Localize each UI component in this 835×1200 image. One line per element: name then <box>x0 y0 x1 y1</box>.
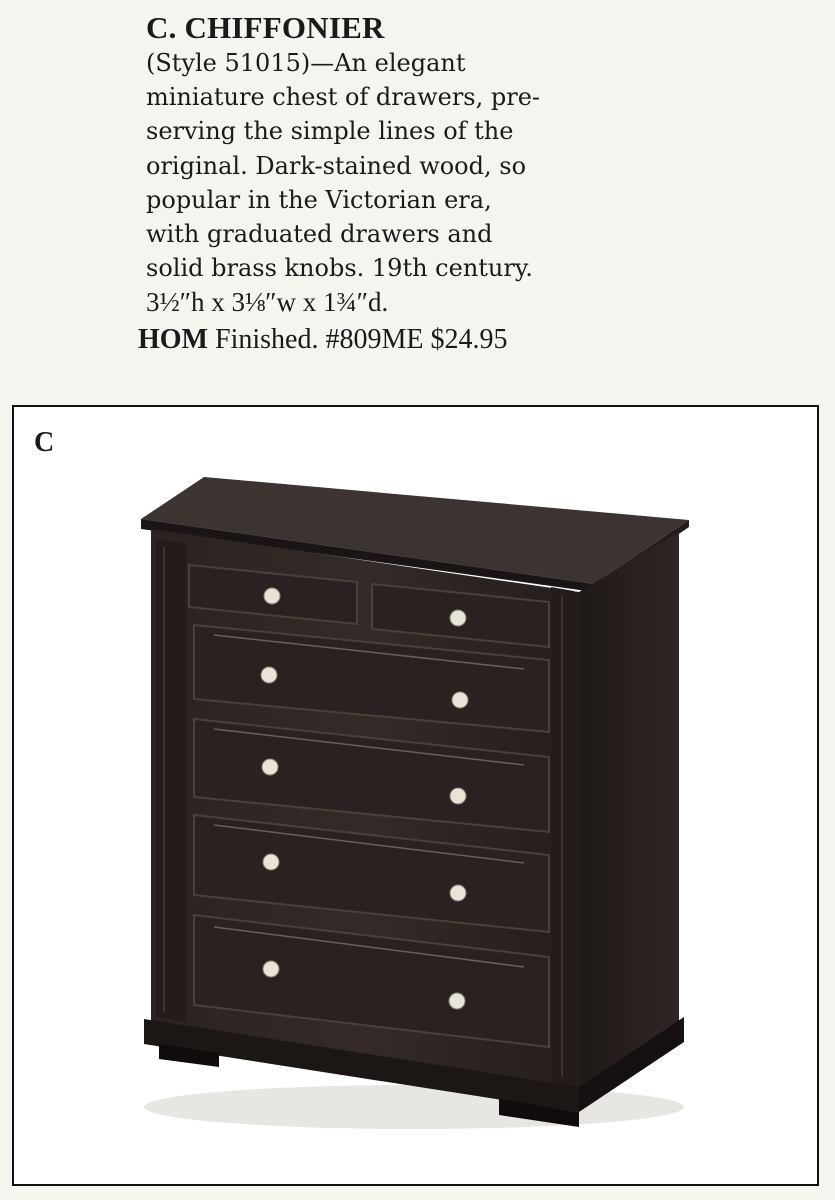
description-line: with graduated drawers and <box>146 220 493 249</box>
product-description <box>138 10 618 358</box>
knob-icon <box>450 885 466 901</box>
description-line: serving the simple lines of the <box>146 117 514 146</box>
left-pilaster <box>156 539 186 1022</box>
knob-icon <box>452 692 468 708</box>
photo-label: C <box>34 427 55 458</box>
price: $24.95 <box>430 323 508 355</box>
knob-icon <box>262 759 278 775</box>
product-title: C. CHIFFONIER <box>146 10 385 45</box>
knob-icon <box>450 610 466 626</box>
product-dimensions: 3½″h x 3⅛″w x 1¾″d. <box>146 287 389 318</box>
description-line: popular in the Victorian era, <box>146 185 492 214</box>
knob-icon <box>450 788 466 804</box>
description-line: miniature chest of drawers, pre- <box>146 83 541 112</box>
chiffonier-illustration <box>14 407 817 1184</box>
knob-icon <box>449 993 465 1009</box>
finish-label: Finished. <box>215 323 319 355</box>
brand-name: HOM <box>138 323 208 355</box>
description-line: solid brass knobs. 19th century. <box>146 254 533 283</box>
chest-side <box>579 532 679 1097</box>
knob-icon <box>263 854 279 870</box>
product-photo-frame <box>12 405 819 1186</box>
knob-icon <box>264 588 280 604</box>
item-number: #809ME <box>325 323 424 355</box>
description-line: original. Dark-stained wood, so <box>146 151 527 180</box>
knob-icon <box>261 667 277 683</box>
order-line <box>138 322 618 358</box>
description-line: (Style 51015)—An elegant <box>146 49 466 77</box>
knob-icon <box>263 961 279 977</box>
